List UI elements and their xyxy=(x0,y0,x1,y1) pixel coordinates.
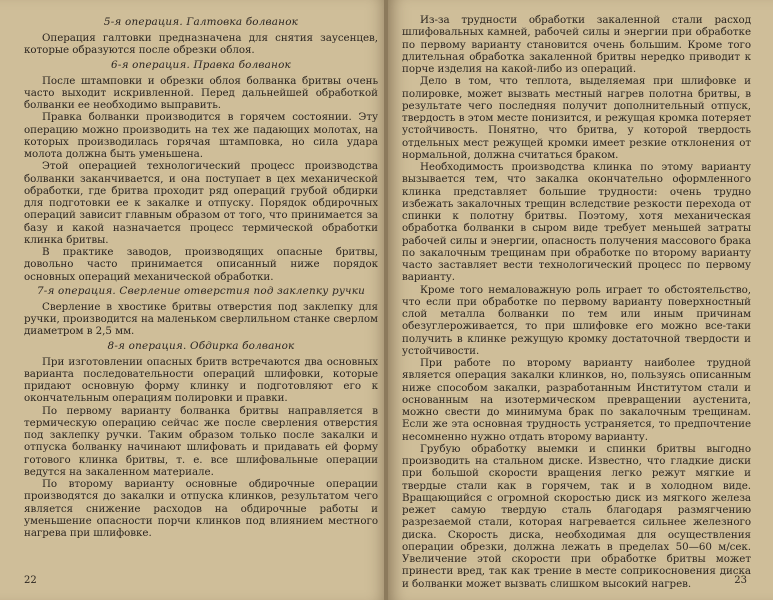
paragraph: По первому варианту болванка бритвы направляется в термическую операцию сейчас же после сверления отверстия под заклепку ручки. Таким образом только после закалки и отпуска болванку начинают шлифовать и придавать ей форму готового клинка бритвы, т. е. все шлифовальные операции ведутся на закаленном материале. xyxy=(24,404,378,478)
paragraph: Сверление в хвостике бритвы отверстия под заклепку для ручки, производится на маленьком сверлильном станке сверлом диаметром в 2,5 мм. xyxy=(24,300,378,338)
paragraph: Операция галтовки предназначена для снятия заусенцев, которые образуются после обрезки облоя. xyxy=(24,32,378,57)
paragraph: Дело в том, что теплота, выделяемая при шлифовке и полировке, может вызвать местный нагрев полотна бритвы, в результате чего последняя получит дополнительный отпуск, твердость в этом месте понизится, и режущая кромка потеряет устойчивость. Понятно, что бритва, у которой твердость отдельных мест режущей кромки имеет резкие отклонения от нормальной, должна считаться браком. xyxy=(402,75,751,161)
paragraph: Грубую обработку выемки и спинки бритвы выгодно производить на стальном диске. Известно, что гладкие диски при большой скорости вращения легко режут мягкие и твердые стали как в горячем, так и в холодном виде. Вращающийся с огромной скоростью диск из мягкого железа режет самую твердую сталь благодаря размягчению разрезаемой стали, которая нагревается сильнее железного диска. Скорость диска, необходимая для осуществления операции обрезки, должна лежать в пределах 50—60 м/сек. Увеличение этой скорости при обработке бритвы может принести вред, так как трение в месте соприкосновения диска и болванки может вызвать слишком высокий нагрев. xyxy=(402,442,751,590)
right-page xyxy=(388,0,773,600)
section-8 xyxy=(24,340,378,540)
section-6 xyxy=(24,59,378,283)
paragraph: При работе по второму варианту наиболее трудной является операция закалки клинков, но, пользуясь описанным ниже способом закалки, разработанным Институтом стали и основанным на изотермическом превращении аустенита, можно свести до минимума брак по закалочным трещинам. Если же эта основная трудность устраняется, то предпочтение несомненно нужно отдать второму варианту. xyxy=(402,357,751,443)
paragraph: Правка болванки производится в горячем состоянии. Эту операцию можно производить на тех же падающих молотах, на которых производилась горячая штамповка, но сила удара молота должна быть уменьшена. xyxy=(24,111,378,160)
section-5 xyxy=(24,16,378,57)
paragraph: В практике заводов, производящих опасные бритвы, довольно часто принимается описанный ниже порядок основных операций механической обработки. xyxy=(24,246,378,283)
page-number: 22 xyxy=(24,575,37,586)
paragraph: По второму варианту основные обдирочные операции производятся до закалки и отпуска клинков, результатом чего является снижение расходов на обдирочные работы и уменьшение опасности порчи клинков под влиянием местного нагрева при шлифовке. xyxy=(24,478,378,539)
section-heading: 8-я операция. Обдирка болванок xyxy=(107,339,295,352)
paragraph: Из-за трудности обработки закаленной стали расход шлифовальных камней, рабочей силы и энергии при обработке по первому варианту становится очень большим. Кроме того длительная обработка закаленной бритвы нередко приводит к порче изделия на какой-либо из операций. xyxy=(402,14,751,75)
paragraph: При изготовлении опасных бритв встречаются два основных варианта последовательности операций шлифовки, которые придают основную форму клинку и подготовляют его к окончательным операциям полировки и правки. xyxy=(24,355,378,405)
section-7 xyxy=(24,285,378,338)
paragraph: Кроме того немаловажную роль играет то обстоятельство, что если при обработке по первому варианту поверхностный слой металла болванки по тем или иным причинам обезуглероживается, то при шлифовке его можно все-таки получить в клинке режущую кромку достаточной твердости и устойчивости. xyxy=(402,283,751,357)
paragraph: После штамповки и обрезки облоя болванка бритвы очень часто выходит искривленной. Перед дальнейшей обработкой болванки ее необходимо выправить. xyxy=(24,74,378,111)
paragraph: Необходимость производства клинка по этому варианту вызывается тем, что закалка окончательно оформленного клинка представляет большие трудности: очень трудно избежать закалочных трещин вследствие резкости перехода от спинки к полотну бритвы. Поэтому, хотя механическая обработка болванки в сыром виде требует меньшей затраты рабочей силы и энергии, опасность получения массового брака по закалочным трещинам при обработке по второму варианту часто заставляет вести технологический процесс по первому варианту. xyxy=(402,161,751,284)
page-number: 23 xyxy=(734,575,747,586)
section-heading: 7-я операция. Сверление отверстия под заклепку ручки xyxy=(36,284,366,297)
paragraph: Этой операцией технологический процесс производства болванки заканчивается, и она поступает в цех механической обработки, где бритва проходит ряд операций грубой обдирки для подготовки ее к закалке и отпуску. Порядок обдирочных операций зависит главным образом от того, что принимается за базу и какой назначается процесс термической обработки клинка бритвы. xyxy=(24,160,378,246)
section-heading: 5-я операция. Галтовка болванок xyxy=(103,16,299,28)
section-heading: 6-я операция. Правка болванок xyxy=(111,58,291,71)
